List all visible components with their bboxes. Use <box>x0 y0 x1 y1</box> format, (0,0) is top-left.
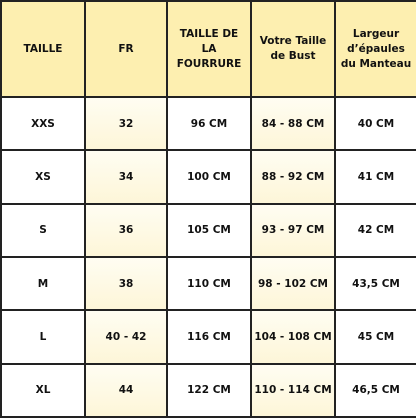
cell-fr: 44 <box>85 364 167 417</box>
cell-bust: 104 - 108 CM <box>251 310 335 363</box>
cell-fourrure: 110 CM <box>167 257 251 310</box>
table-row <box>1 150 416 203</box>
header-bust <box>251 1 335 97</box>
cell-epaules: 41 CM <box>335 150 416 203</box>
cell-bust: 88 - 92 CM <box>251 150 335 203</box>
cell-fourrure: 105 CM <box>167 204 251 257</box>
cell-taille: S <box>1 204 85 257</box>
cell-taille: XL <box>1 364 85 417</box>
table-row <box>1 97 416 150</box>
header-taille-label: TAILLE <box>23 42 63 55</box>
cell-bust: 110 - 114 CM <box>251 364 335 417</box>
header-fr <box>85 1 167 97</box>
cell-epaules: 46,5 CM <box>335 364 416 417</box>
cell-fourrure: 122 CM <box>167 364 251 417</box>
table-row <box>1 364 416 417</box>
header-taille <box>1 1 85 97</box>
header-row <box>1 1 416 97</box>
cell-taille: L <box>1 310 85 363</box>
cell-fr: 32 <box>85 97 167 150</box>
cell-bust: 93 - 97 CM <box>251 204 335 257</box>
cell-epaules: 43,5 CM <box>335 257 416 310</box>
header-epaules <box>335 1 416 97</box>
cell-bust: 98 - 102 CM <box>251 257 335 310</box>
cell-fr: 40 - 42 <box>85 310 167 363</box>
header-fourrure-label: TAILLE DE LA FOURRURE <box>176 27 242 70</box>
table-row <box>1 204 416 257</box>
table-body <box>1 97 416 417</box>
cell-taille: M <box>1 257 85 310</box>
cell-fourrure: 116 CM <box>167 310 251 363</box>
cell-fr: 38 <box>85 257 167 310</box>
cell-epaules: 40 CM <box>335 97 416 150</box>
cell-epaules: 42 CM <box>335 204 416 257</box>
cell-fourrure: 96 CM <box>167 97 251 150</box>
cell-fr: 34 <box>85 150 167 203</box>
table-header <box>1 1 416 97</box>
cell-taille: XS <box>1 150 85 203</box>
cell-taille: XXS <box>1 97 85 150</box>
table-row <box>1 310 416 363</box>
cell-fr: 36 <box>85 204 167 257</box>
header-fr-label: FR <box>118 42 134 55</box>
cell-fourrure: 100 CM <box>167 150 251 203</box>
header-bust-label: Votre Taille de Bust <box>259 35 327 62</box>
table-row <box>1 257 416 310</box>
header-epaules-label: Largeur d’épaules du Manteau <box>340 27 412 70</box>
cell-epaules: 45 CM <box>335 310 416 363</box>
cell-bust: 84 - 88 CM <box>251 97 335 150</box>
header-fourrure <box>167 1 251 97</box>
